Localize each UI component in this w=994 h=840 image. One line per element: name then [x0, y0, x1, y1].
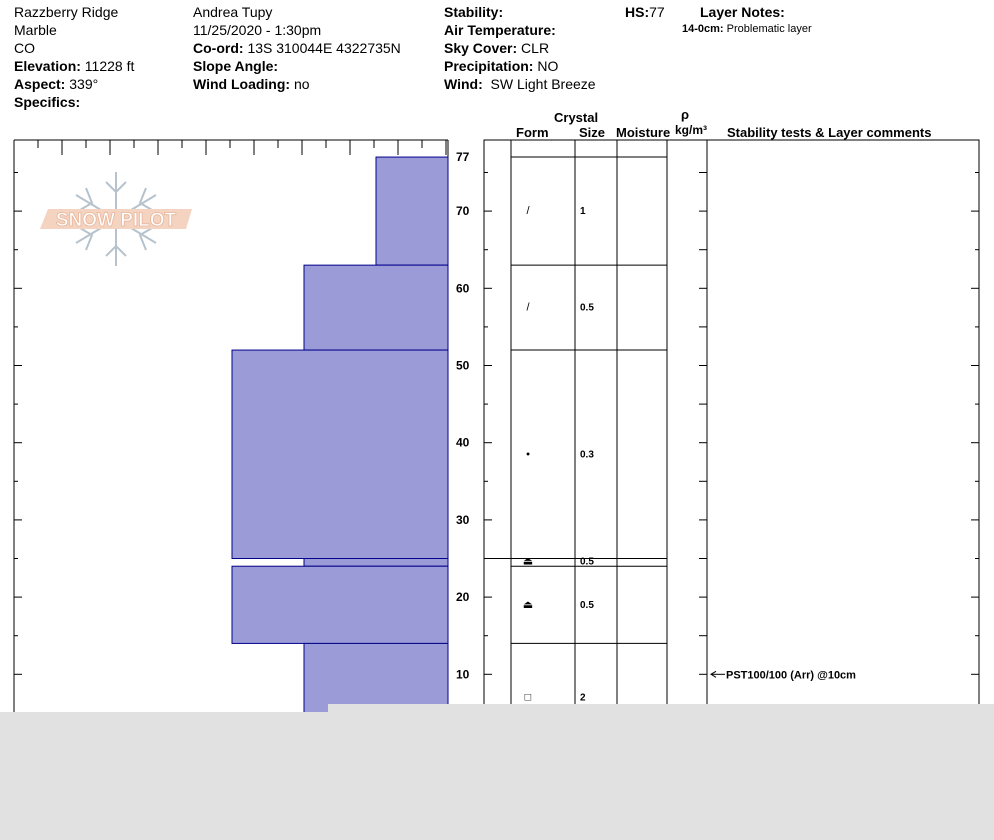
crystal-form-symbol: ⏏: [522, 598, 534, 611]
crystal-table-frame: [484, 140, 979, 720]
hardness-axis-ticks: [14, 140, 446, 155]
height-tick-label: 70: [456, 204, 470, 219]
aspect-label: Aspect:: [14, 76, 66, 92]
crystal-size-label: 2: [580, 692, 586, 704]
range-name: Marble: [14, 22, 57, 38]
hardness-layer-bar: [232, 350, 448, 558]
elevation-value: 11228 ft: [84, 58, 135, 74]
wind-loading-label: Wind Loading:: [193, 76, 291, 92]
air-temp-label: Air Temperature:: [444, 22, 556, 38]
layer-note-text: Problematic layer: [726, 23, 812, 35]
hardness-layer-bar: [232, 566, 448, 643]
crystal-form-symbol: /: [526, 301, 530, 314]
coord-value: 13S 310044E 4322735N: [247, 40, 401, 56]
right-height-ticks: [484, 173, 979, 713]
wind-value: SW Light Breeze: [490, 76, 596, 92]
density-unit-header: kg/m³: [675, 123, 708, 137]
wind-loading-value: no: [293, 76, 310, 92]
test-label: PST100/100 (Arr) @10cm: [726, 669, 856, 682]
coord-label: Co-ord:: [193, 40, 244, 56]
hs-label: HS:: [625, 4, 650, 20]
comments-header: Stability tests & Layer comments: [727, 125, 932, 140]
hardness-layer-bar: [304, 265, 448, 350]
crystal-header: Crystal: [554, 110, 599, 125]
elevation-label: Elevation:: [14, 58, 81, 74]
layer-note-range: 14-0cm:: [682, 23, 724, 35]
hardness-layer-bar: [376, 157, 448, 265]
height-tick-label: 20: [456, 590, 470, 605]
state-name: CO: [14, 40, 35, 56]
height-tick-label: 77: [456, 150, 470, 165]
aspect-value: 339°: [69, 76, 99, 92]
height-tick-label: 40: [456, 435, 470, 450]
crystal-form-symbol: ⏏: [522, 555, 534, 568]
height-tick-label: 60: [456, 281, 470, 296]
precip-label: Precipitation:: [444, 58, 534, 74]
empty-region: [0, 712, 994, 840]
hardness-layers: [232, 157, 448, 751]
crystal-size-label: 0.5: [580, 556, 594, 568]
hs-value: 77: [649, 4, 665, 20]
height-tick-label: 10: [456, 667, 470, 682]
observation-datetime: 11/25/2020 - 1:30pm: [193, 22, 322, 38]
rho-header: ρ: [681, 107, 690, 122]
precip-value: NO: [537, 58, 559, 74]
crystal-size-label: 0.3: [580, 449, 594, 461]
specifics-label: Specifics:: [14, 94, 81, 110]
size-header: Size: [579, 125, 606, 140]
observer-name: Andrea Tupy: [193, 4, 273, 20]
crystal-form-symbol: □: [524, 691, 532, 704]
layer-notes-label: Layer Notes:: [700, 4, 785, 20]
wind-label: Wind:: [444, 76, 483, 92]
crystal-size-label: 0.5: [580, 599, 594, 611]
stability-tests: [711, 669, 856, 681]
moisture-header: Moisture: [616, 125, 671, 140]
snowpilot-logo: [40, 172, 192, 266]
sky-value: CLR: [521, 40, 550, 56]
form-header: Form: [516, 125, 549, 140]
hardness-layer-bar: [304, 559, 448, 567]
height-axis-labels: [456, 150, 470, 681]
logo-text: SNOW PILOT: [55, 210, 177, 231]
crystal-form-symbol: /: [526, 205, 530, 218]
height-tick-label: 30: [456, 512, 470, 527]
crystal-size-label: 0.5: [580, 302, 594, 314]
stability-label: Stability:: [444, 4, 504, 20]
crystal-size-label: 1: [580, 206, 586, 218]
height-tick-label: 50: [456, 358, 470, 373]
slope-label: Slope Angle:: [193, 58, 279, 74]
sky-label: Sky Cover:: [444, 40, 518, 56]
location-name: Razzberry Ridge: [14, 4, 119, 20]
crystal-form-symbol: •: [526, 448, 530, 461]
empty-region-step: [328, 704, 994, 714]
